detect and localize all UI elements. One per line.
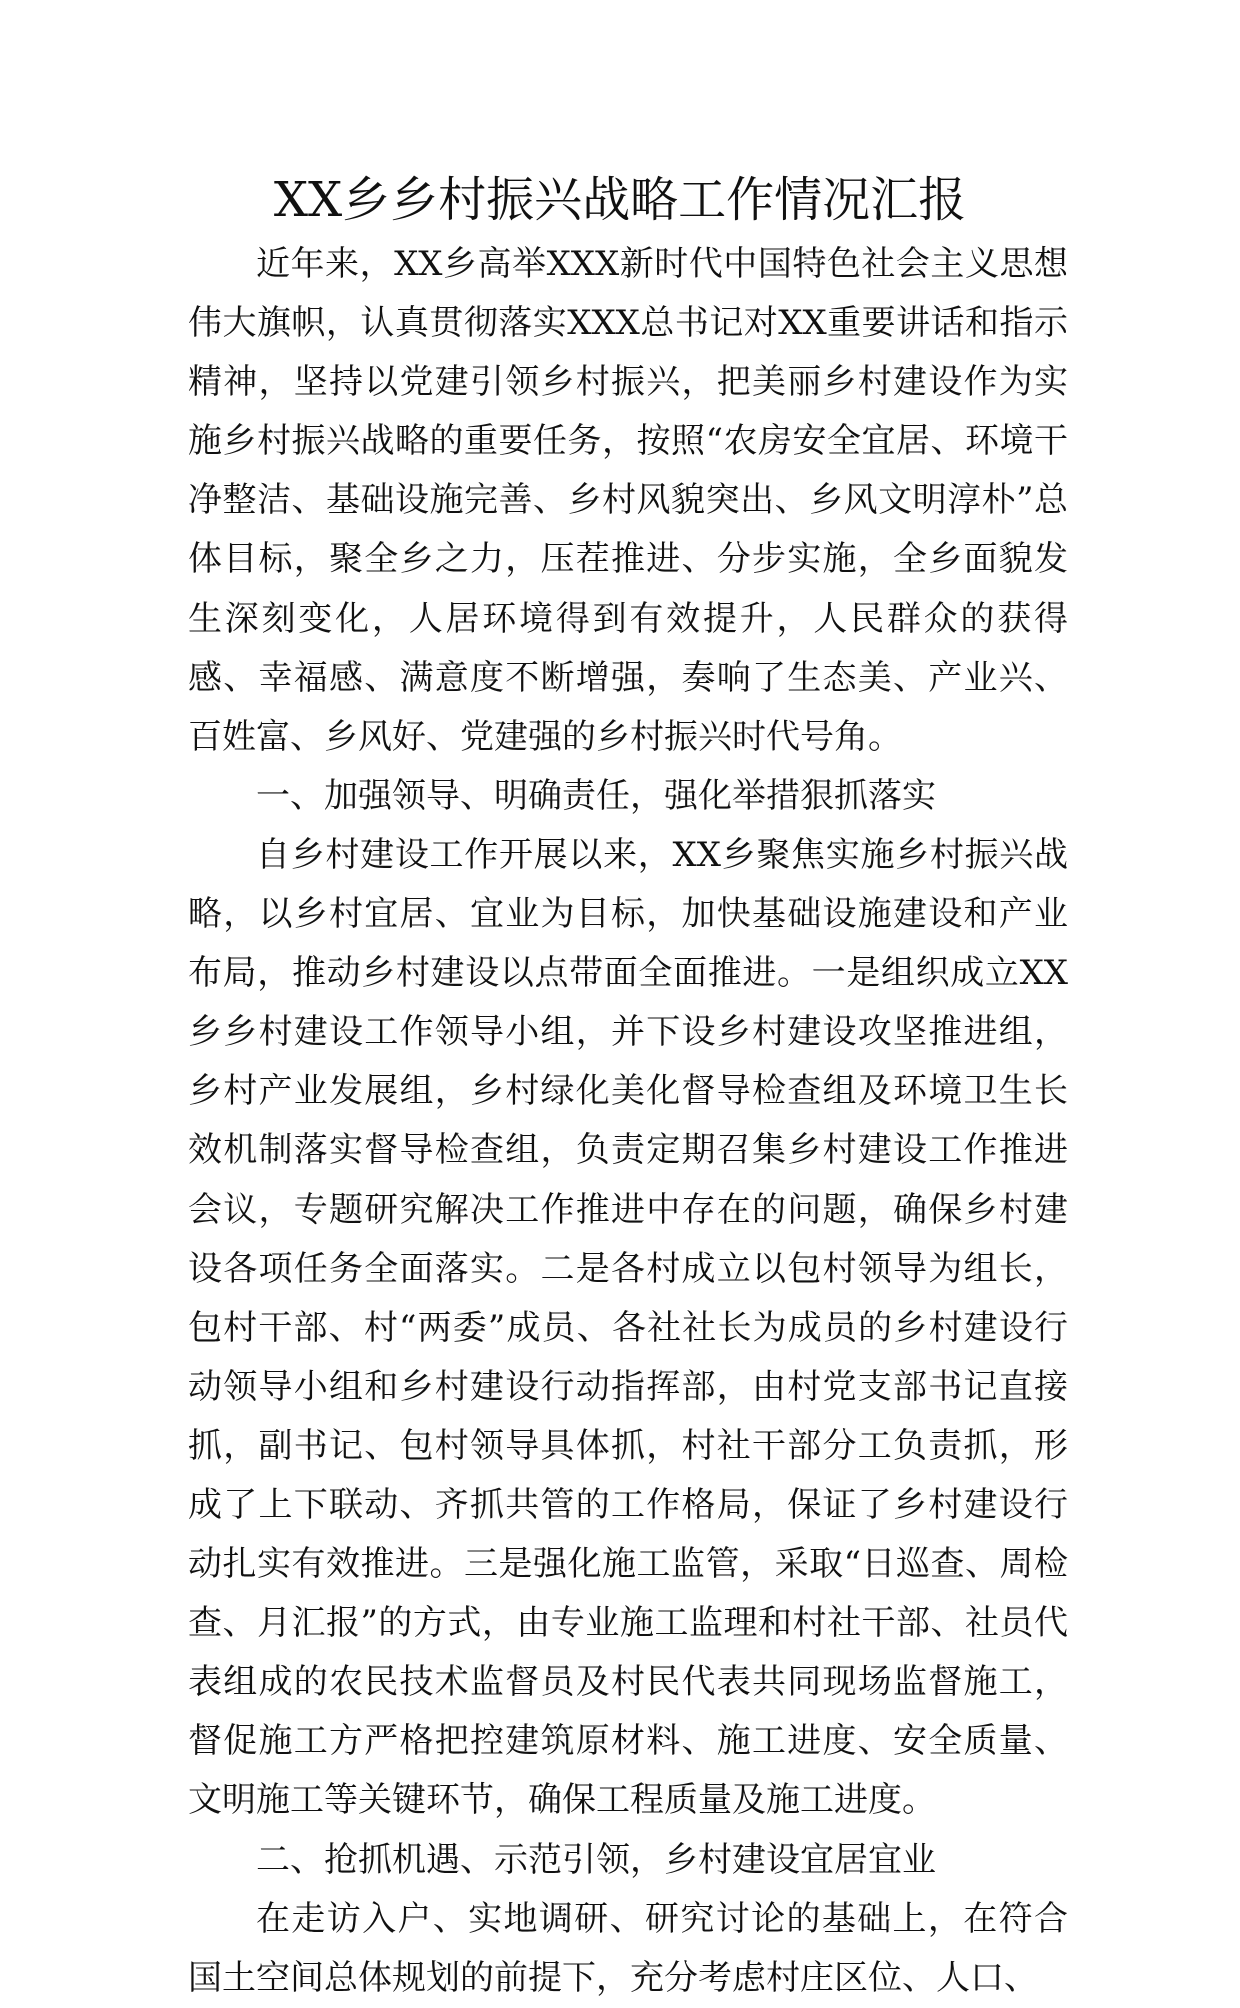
document-title: XX乡乡村振兴战略工作情况汇报 bbox=[273, 172, 967, 228]
section-heading-1: 一、加强领导、明确责任，强化举措狠抓落实 bbox=[256, 775, 936, 816]
section-2-paragraph: 在走访入户、实地调研、研究讨论的基础上，在符合国土空间总体规划的前提下，充分考虑村庄区位、人口、 bbox=[188, 1898, 1068, 1998]
section-1-paragraph: 自乡村建设工作开展以来，XX乡聚焦实施乡村振兴战略，以乡村宜居、宜业为目标，加快基础设施建设和产业布局，推动乡村建设以点带面全面推进。一是组织成立XX乡乡村建设工作领导小组，并下设乡村建设攻坚推进组，乡村产业发展组，乡村绿化美化督导检查组及环境卫生长效机制落实督导检查组，负责定期召集乡村建设工作推进会议，专题研究解决工作推进中存在的问题，确保乡村建设各项任务全面落实。二是各村成立以包村领导为组长，包村干部、村“两委”成员、各社社长为成员的乡村建设行动领导小组和乡村建设行动指挥部，由村党支部书记直接抓，副书记、包村领导具体抓，村社干部分工负责抓，形成了上下联动、齐抓共管的工作格局，保证了乡村建设行动扎实有效推进。三是强化施工监管，采取“日巡查、周检查、月汇报”的方式，由专业施工监理和村社干部、社员代表组成的农民技术监督员及村民代表共同现场监督施工，督促施工方严格把控建筑原材料、施工进度、安全质量、文明施工等关键环节，确保工程质量及施工进度。 bbox=[188, 834, 1068, 1821]
intro-paragraph: 近年来，XX乡高举XXX新时代中国特色社会主义思想伟大旗帜，认真贯彻落实XXX总书记对XX重要讲话和指示精神，坚持以党建引领乡村振兴，把美丽乡村建设作为实施乡村振兴战略的重要任务，按照“农房安全宜居、环境干净整洁、基础设施完善、乡村风貌突出、乡风文明淳朴”总体目标，聚全乡之力，压茬推进、分步实施，全乡面貌发生深刻变化，人居环境得到有效提升，人民群众的获得感、幸福感、满意度不断增强，奏响了生态美、产业兴、百姓富、乡风好、党建强的乡村振兴时代号角。 bbox=[188, 244, 1068, 757]
document-body bbox=[188, 235, 1068, 2008]
section-heading-2: 二、抢抓机遇、示范引领，乡村建设宜居宜业 bbox=[256, 1839, 936, 1880]
